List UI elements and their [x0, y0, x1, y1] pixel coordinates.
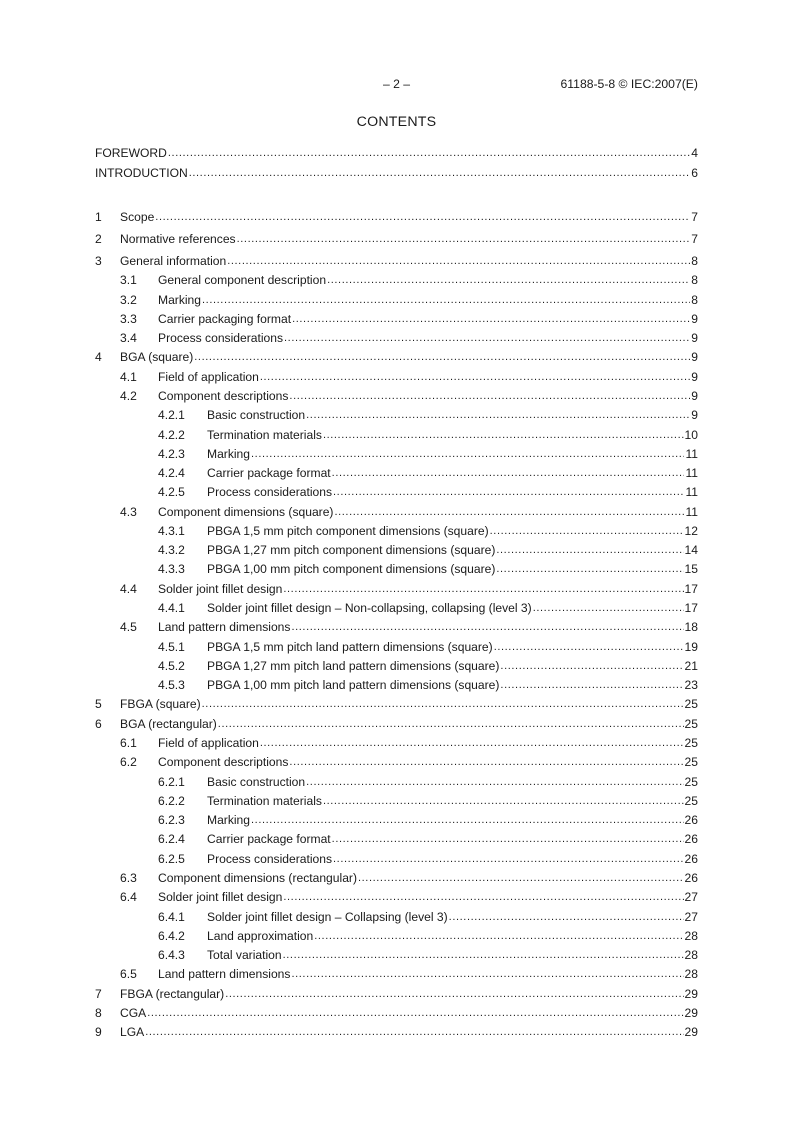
toc-entry[interactable]	[95, 658, 698, 675]
toc-entry-page: 9	[691, 350, 698, 364]
toc-entry-page: 8	[691, 293, 698, 307]
toc-leader-dots	[333, 850, 684, 868]
toc-entry-label: Process considerations	[158, 331, 284, 345]
toc-leader-dots	[334, 503, 684, 521]
toc-entry-label: Basic construction	[207, 408, 306, 422]
toc-entry-number: 3	[95, 254, 102, 268]
toc-entry-label: PBGA 1,00 mm pitch land pattern dimensions (square)	[207, 678, 500, 692]
toc-entry-number: 4	[95, 350, 102, 364]
toc-leader-dots	[283, 946, 684, 964]
toc-entry[interactable]	[95, 145, 698, 162]
toc-entry-label: General component description	[158, 273, 327, 287]
toc-entry[interactable]	[95, 231, 698, 248]
toc-entry-label: Normative references	[120, 232, 236, 246]
toc-entry-number: 6.2	[120, 755, 137, 769]
toc-entry[interactable]	[95, 427, 698, 444]
toc-leader-dots	[251, 811, 684, 829]
toc-entry-number: 6.4	[120, 890, 137, 904]
toc-entry-label: Component dimensions (rectangular)	[158, 871, 357, 885]
toc-entry[interactable]	[95, 523, 698, 540]
toc-leader-dots	[289, 387, 690, 405]
toc-entry-number: 4.5	[120, 620, 137, 634]
toc-entry-page: 17	[684, 601, 698, 615]
toc-entry-label: Field of application	[158, 736, 259, 750]
toc-leader-dots	[533, 599, 684, 617]
toc-entry-number: 2	[95, 232, 102, 246]
toc-entry-label: PBGA 1,27 mm pitch land pattern dimensions (square)	[207, 659, 500, 673]
toc-entry-number: 4.2.1	[158, 408, 185, 422]
toc-leader-dots	[218, 715, 684, 733]
toc-entry-label: PBGA 1,27 mm pitch component dimensions (square)	[207, 543, 496, 557]
toc-entry-page: 25	[684, 794, 698, 808]
toc-entry-page: 25	[684, 717, 698, 731]
toc-entry-label: Solder joint fillet design – Collapsing (level 3)	[207, 910, 448, 924]
toc-entry-page: 8	[691, 254, 698, 268]
toc-leader-dots	[237, 230, 691, 248]
page-header	[95, 77, 698, 95]
toc-entry-page: 18	[684, 620, 698, 634]
toc-entry[interactable]	[95, 793, 698, 810]
toc-leader-dots	[306, 773, 683, 791]
document-id: 61188-5-8 © IEC:2007(E)	[560, 77, 698, 91]
toc-entry-page: 7	[691, 232, 698, 246]
toc-entry-label: BGA (rectangular)	[120, 717, 217, 731]
toc-entry-label: Component descriptions	[158, 755, 289, 769]
toc-leader-dots	[283, 888, 683, 906]
toc-entry-page: 11	[685, 505, 698, 519]
toc-entry-label: FOREWORD	[95, 146, 167, 160]
toc-entry-page: 26	[684, 813, 698, 827]
toc-leader-dots	[323, 792, 684, 810]
toc-entry-label: LGA	[120, 1025, 145, 1039]
toc-leader-dots	[449, 908, 684, 926]
toc-entry-label: PBGA 1,00 mm pitch component dimensions (square)	[207, 562, 496, 576]
toc-entry-number: 4.2.5	[158, 485, 185, 499]
toc-entry-number: 6.2.1	[158, 775, 185, 789]
toc-entry-page: 9	[691, 331, 698, 345]
toc-entry[interactable]	[95, 407, 698, 424]
toc-leader-dots	[332, 830, 684, 848]
toc-entry-label: Total variation	[207, 948, 282, 962]
toc-entry-number: 4.2	[120, 389, 137, 403]
toc-entry-label: Process considerations	[207, 485, 333, 499]
toc-entry[interactable]	[95, 272, 698, 289]
toc-entry-label: FBGA (rectangular)	[120, 987, 225, 1001]
toc-entry[interactable]	[95, 639, 698, 656]
toc-entry[interactable]	[95, 292, 698, 309]
toc-entry-label: Solder joint fillet design – Non-collapsing, collapsing (level 3)	[207, 601, 532, 615]
toc-entry-page: 7	[691, 210, 698, 224]
toc-entry-label: Carrier package format	[207, 832, 331, 846]
toc-entry[interactable]	[95, 484, 698, 501]
toc-entry[interactable]	[95, 446, 698, 463]
toc-entry-page: 12	[684, 524, 698, 538]
toc-leader-dots	[289, 753, 683, 771]
toc-entry-page: 15	[684, 562, 698, 576]
toc-entry[interactable]	[95, 851, 698, 868]
toc-entry-label: Land pattern dimensions	[158, 620, 291, 634]
toc-leader-dots	[332, 464, 685, 482]
toc-entry-label: General information	[120, 254, 227, 268]
toc-leader-dots	[323, 426, 684, 444]
toc-leader-dots	[147, 1004, 683, 1022]
toc-entry-label: Land pattern dimensions	[158, 967, 291, 981]
toc-entry-number: 1	[95, 210, 102, 224]
toc-entry-number: 5	[95, 697, 102, 711]
toc-entry-page: 25	[684, 736, 698, 750]
toc-entry[interactable]	[95, 966, 698, 983]
toc-entry-page: 29	[684, 987, 698, 1001]
toc-entry-page: 28	[684, 948, 698, 962]
toc-entry-page: 29	[684, 1025, 698, 1039]
toc-leader-dots	[202, 695, 684, 713]
toc-entry-page: 27	[684, 890, 698, 904]
toc-entry-page: 23	[684, 678, 698, 692]
toc-entry-page: 26	[684, 871, 698, 885]
toc-entry-number: 8	[95, 1006, 102, 1020]
toc-entry[interactable]	[95, 1005, 698, 1022]
toc-entry[interactable]	[95, 165, 698, 182]
toc-entry-label: Carrier packaging format	[158, 312, 292, 326]
toc-entry-number: 6.4.2	[158, 929, 185, 943]
toc-leader-dots	[291, 618, 683, 636]
toc-entry[interactable]	[95, 812, 698, 829]
toc-entry[interactable]	[95, 986, 698, 1003]
toc-entry-number: 4.5.1	[158, 640, 185, 654]
toc-entry-page: 4	[691, 146, 698, 160]
toc-entry-number: 6.5	[120, 967, 137, 981]
toc-leader-dots	[291, 965, 683, 983]
toc-leader-dots	[260, 368, 690, 386]
toc-entry-page: 9	[691, 312, 698, 326]
toc-entry[interactable]	[95, 388, 698, 405]
toc-entry-number: 4.5.3	[158, 678, 185, 692]
toc-entry[interactable]	[95, 909, 698, 926]
toc-entry[interactable]	[95, 330, 698, 347]
toc-leader-dots	[500, 676, 683, 694]
toc-entry-label: FBGA (square)	[120, 697, 201, 711]
toc-entry-page: 10	[684, 428, 698, 442]
toc-entry-page: 28	[684, 929, 698, 943]
toc-entry-label: Marking	[207, 813, 251, 827]
toc-entry-label: Marking	[158, 293, 202, 307]
toc-entry[interactable]	[95, 774, 698, 791]
toc-entry-label: INTRODUCTION	[95, 166, 188, 180]
toc-entry-label: Solder joint fillet design	[158, 890, 283, 904]
toc-entry[interactable]	[95, 504, 698, 521]
toc-entry-number: 4.3.3	[158, 562, 185, 576]
toc-entry[interactable]	[95, 369, 698, 386]
toc-entry[interactable]	[95, 311, 698, 328]
toc-entry-page: 9	[691, 408, 698, 422]
toc-entry[interactable]	[95, 465, 698, 482]
toc-entry-page: 17	[684, 582, 698, 596]
toc-entry-label: CGA	[120, 1006, 147, 1020]
toc-leader-dots	[494, 638, 684, 656]
toc-leader-dots	[490, 522, 684, 540]
toc-entry[interactable]	[95, 253, 698, 270]
toc-leader-dots	[500, 657, 683, 675]
toc-leader-dots	[194, 348, 690, 366]
toc-leader-dots	[168, 144, 690, 162]
toc-entry-page: 26	[684, 852, 698, 866]
toc-entry-number: 3.2	[120, 293, 137, 307]
toc-entry[interactable]	[95, 581, 698, 598]
toc-entry-page: 11	[685, 447, 698, 461]
toc-entry-label: Process considerations	[207, 852, 333, 866]
toc-entry[interactable]	[95, 716, 698, 733]
toc-entry-label: Carrier package format	[207, 466, 331, 480]
page-number: – 2 –	[382, 77, 411, 91]
toc-entry-number: 6.1	[120, 736, 137, 750]
toc-leader-dots	[202, 291, 690, 309]
toc-entry-label: Termination materials	[207, 794, 322, 808]
toc-entry-number: 6	[95, 717, 102, 731]
toc-entry-number: 4.5.2	[158, 659, 185, 673]
toc-entry[interactable]	[95, 1024, 698, 1041]
toc-entry-label: Solder joint fillet design	[158, 582, 283, 596]
toc-leader-dots	[314, 927, 683, 945]
toc-entry[interactable]	[95, 735, 698, 752]
toc-entry-label: Basic construction	[207, 775, 306, 789]
toc-entry[interactable]	[95, 349, 698, 366]
toc-entry-number: 4.4	[120, 582, 137, 596]
toc-leader-dots	[306, 406, 690, 424]
toc-entry-number: 4.2.4	[158, 466, 185, 480]
toc-leader-dots	[327, 271, 690, 289]
toc-entry-number: 4.2.3	[158, 447, 185, 461]
toc-leader-dots	[155, 208, 690, 226]
toc-entry-number: 4.3.1	[158, 524, 185, 538]
toc-leader-dots	[145, 1023, 683, 1041]
toc-entry-page: 19	[684, 640, 698, 654]
toc-entry-page: 25	[684, 697, 698, 711]
toc-entry-number: 6.3	[120, 871, 137, 885]
toc-entry[interactable]	[95, 209, 698, 226]
toc-leader-dots	[227, 252, 690, 270]
toc-entry-page: 25	[684, 755, 698, 769]
toc-entry-label: Component descriptions	[158, 389, 289, 403]
toc-entry[interactable]	[95, 561, 698, 578]
toc-entry-page: 25	[684, 775, 698, 789]
toc-entry[interactable]	[95, 600, 698, 617]
toc-entry-page: 11	[685, 485, 698, 499]
toc-entry-number: 6.2.5	[158, 852, 185, 866]
toc-entry[interactable]	[95, 619, 698, 636]
toc-leader-dots	[189, 164, 691, 182]
toc-entry-page: 21	[684, 659, 698, 673]
toc-leader-dots	[358, 869, 684, 887]
toc-entry-number: 6.2.2	[158, 794, 185, 808]
toc-entry-label: Field of application	[158, 370, 259, 384]
toc-leader-dots	[260, 734, 684, 752]
toc-entry-page: 8	[691, 273, 698, 287]
toc-entry[interactable]	[95, 928, 698, 945]
toc-entry-number: 3.4	[120, 331, 137, 345]
toc-entry-label: PBGA 1,5 mm pitch component dimensions (square)	[207, 524, 489, 538]
toc-entry-number: 4.2.2	[158, 428, 185, 442]
toc-entry-number: 9	[95, 1025, 102, 1039]
toc-entry-number: 3.3	[120, 312, 137, 326]
toc-entry-number: 3.1	[120, 273, 137, 287]
toc-entry-label: BGA (square)	[120, 350, 194, 364]
toc-leader-dots	[225, 985, 683, 1003]
toc-entry-number: 6.4.1	[158, 910, 185, 924]
toc-entry-label: Land approximation	[207, 929, 314, 943]
toc-entry-page: 27	[684, 910, 698, 924]
toc-entry-page: 26	[684, 832, 698, 846]
toc-entry-number: 4.1	[120, 370, 137, 384]
toc-entry[interactable]	[95, 889, 698, 906]
toc-entry-number: 6.2.3	[158, 813, 185, 827]
toc-entry[interactable]	[95, 542, 698, 559]
toc-entry-page: 11	[685, 466, 698, 480]
toc-entry-page: 9	[691, 370, 698, 384]
toc-entry[interactable]	[95, 831, 698, 848]
toc-entry-number: 4.4.1	[158, 601, 185, 615]
toc-entry-page: 28	[684, 967, 698, 981]
toc-entry-number: 7	[95, 987, 102, 1001]
toc-leader-dots	[251, 445, 684, 463]
toc-entry-label: Termination materials	[207, 428, 322, 442]
toc-entry-label: PBGA 1,5 mm pitch land pattern dimensions (square)	[207, 640, 493, 654]
page-title: CONTENTS	[356, 114, 437, 130]
toc-leader-dots	[496, 560, 683, 578]
toc-leader-dots	[283, 580, 683, 598]
toc-entry[interactable]	[95, 947, 698, 964]
toc-entry[interactable]	[95, 677, 698, 694]
toc-entry-number: 4.3	[120, 505, 137, 519]
toc-entry-number: 6.2.4	[158, 832, 185, 846]
toc-leader-dots	[284, 329, 690, 347]
toc-entry-label: Component dimensions (square)	[158, 505, 334, 519]
toc-entry-page: 9	[691, 389, 698, 403]
toc-entry-page: 14	[684, 543, 698, 557]
toc-entry[interactable]	[95, 754, 698, 771]
toc-entry-page: 29	[684, 1006, 698, 1020]
toc-entry[interactable]	[95, 870, 698, 887]
toc-entry-label: Marking	[207, 447, 251, 461]
toc-entry-page: 6	[691, 166, 698, 180]
toc-entry-number: 6.4.3	[158, 948, 185, 962]
toc-entry[interactable]	[95, 696, 698, 713]
toc-entry-number: 4.3.2	[158, 543, 185, 557]
toc-leader-dots	[496, 541, 683, 559]
toc-leader-dots	[333, 483, 684, 501]
toc-entry-label: Scope	[120, 210, 155, 224]
toc-leader-dots	[292, 310, 690, 328]
